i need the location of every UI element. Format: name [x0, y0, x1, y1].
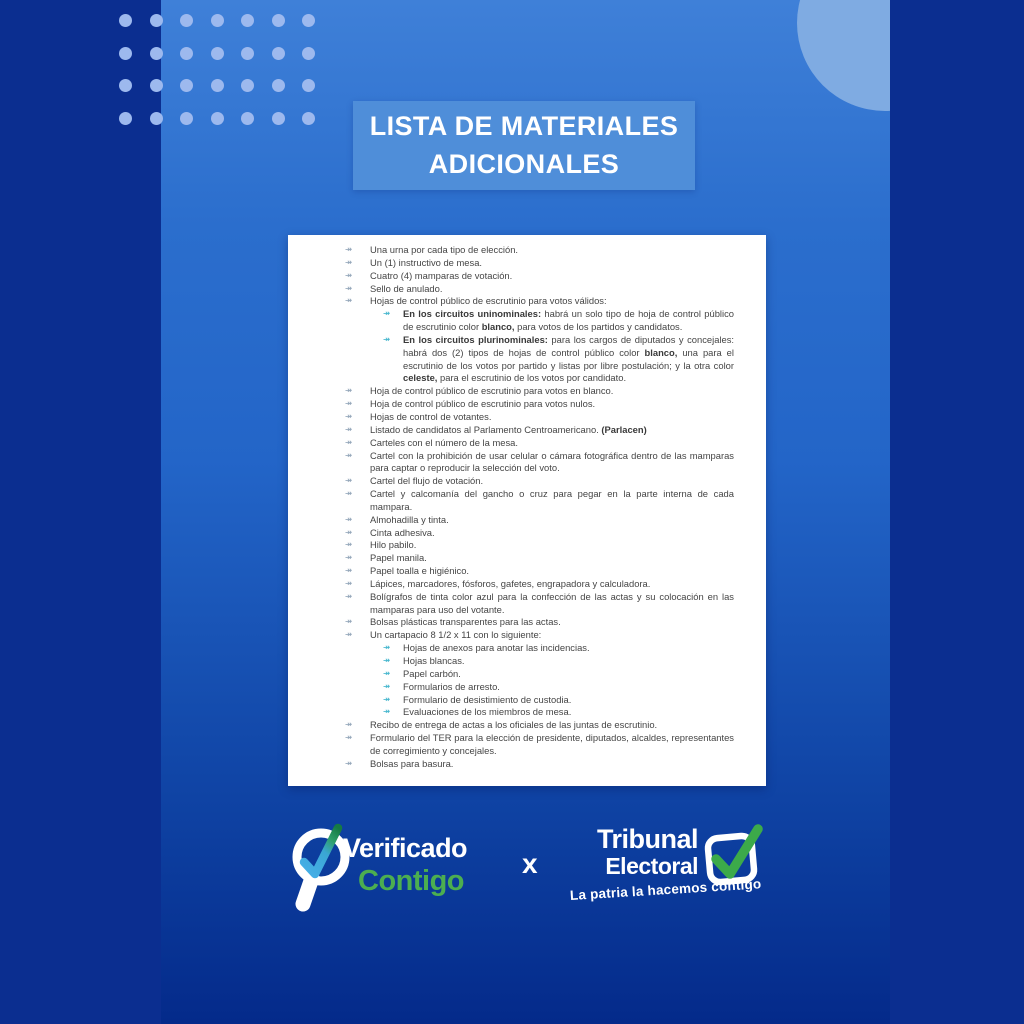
list-item-text: Hojas blancas.: [403, 655, 465, 666]
list-item-text: Papel manila.: [370, 552, 427, 564]
dot: [241, 14, 254, 27]
arrow-bullet-icon: ↠: [345, 566, 353, 577]
arrow-bullet-icon: ↠: [345, 386, 353, 397]
list-item: [288, 642, 734, 655]
list-item-text: En los circuitos uninominales: habrá un solo tipo de hoja de control público de escrutinio color blanco, para votos de los partidos y candidatos.: [403, 308, 734, 333]
list-item-text: En los circuitos plurinominales: para los cargos de diputados y concejales: habrá dos (2) tipos de hojas de control público color blanco, una para el escrutinio de los votos por partido y listas por libre postulación; y la otra color celeste, para el escrutinio de los votos por candidato.: [403, 333, 735, 384]
dot: [272, 79, 285, 92]
list-item: [288, 694, 734, 707]
arrow-bullet-icon: ↠: [345, 630, 353, 641]
dot: [272, 112, 285, 125]
arrow-bullet-icon: ↠: [383, 668, 391, 679]
dot: [180, 112, 193, 125]
tribunal-label: Tribunal: [596, 824, 698, 854]
dot: [302, 14, 315, 27]
tribunal-electoral-logo: [560, 822, 790, 932]
list-item: [288, 668, 734, 681]
contigo-label: Contigo: [358, 865, 465, 897]
list-item: [288, 450, 734, 476]
arrow-bullet-icon: ↠: [345, 540, 353, 551]
electoral-label: Electoral: [605, 853, 698, 879]
arrow-bullet-icon: ↠: [345, 476, 353, 487]
dot: [119, 14, 132, 27]
arrow-bullet-icon: ↠: [345, 424, 353, 435]
arrow-bullet-icon: ↠: [345, 296, 353, 307]
list-item-text: Listado de candidatos al Parlamento Centroamericano. (Parlacen): [370, 423, 647, 435]
list-item: [288, 681, 734, 694]
list-item-text: Hojas de control de votantes.: [370, 410, 492, 422]
arrow-bullet-icon: ↠: [345, 489, 353, 500]
dot: [211, 47, 224, 60]
list-item: [288, 655, 734, 668]
list-item: [288, 244, 734, 257]
list-item-text: Bolígrafos de tinta color azul para la confección de las actas y su colocación en las mamparas para uso del votante.: [370, 590, 734, 615]
arrow-bullet-icon: ↠: [383, 707, 391, 718]
list-item-text: Cartel con la prohibición de usar celular o cámara fotográfica dentro de las mamparas para captar o reproducir la selección del voto.: [370, 449, 734, 474]
materials-list: [288, 244, 734, 771]
dot: [150, 79, 163, 92]
list-item: [288, 514, 734, 527]
collab-x-separator: x: [522, 848, 538, 879]
arrow-bullet-icon: ↠: [345, 553, 353, 564]
list-item: [288, 475, 734, 488]
dot: [211, 79, 224, 92]
dot: [119, 112, 132, 125]
list-item: [288, 488, 734, 514]
list-item: [288, 398, 734, 411]
list-item-text: Cinta adhesiva.: [370, 526, 435, 538]
list-item-text: Hilo pabilo.: [370, 539, 417, 551]
dot: [302, 47, 315, 60]
list-item-text: Formulario del TER para la elección de presidente, diputados, alcaldes, representantes de corregimiento y concejales.: [370, 732, 734, 756]
dot: [241, 79, 254, 92]
list-item-text: Papel carbón.: [403, 667, 461, 679]
list-item: [288, 719, 734, 732]
dot: [150, 47, 163, 60]
arrow-bullet-icon: ↠: [345, 733, 353, 744]
list-item-text: Bolsas para basura.: [370, 757, 454, 769]
arrow-bullet-icon: ↠: [345, 591, 353, 602]
list-item: [288, 527, 734, 540]
arrow-bullet-icon: ↠: [383, 309, 391, 320]
list-item: [288, 578, 734, 591]
footer-logos: [0, 815, 1024, 935]
arrow-bullet-icon: ↠: [345, 245, 353, 255]
materials-document: [288, 235, 766, 786]
list-item-text: Formularios de arresto.: [403, 680, 500, 692]
arrow-bullet-icon: ↠: [345, 578, 353, 589]
dot: [150, 14, 163, 27]
arrow-bullet-icon: ↠: [345, 514, 353, 525]
arrow-bullet-icon: ↠: [345, 257, 353, 268]
arrow-bullet-icon: ↠: [345, 411, 353, 422]
arrow-bullet-icon: ↠: [383, 656, 391, 666]
arrow-bullet-icon: ↠: [383, 643, 391, 654]
arrow-bullet-icon: ↠: [345, 758, 353, 769]
list-item: [288, 591, 734, 617]
list-item: [288, 616, 734, 629]
list-item-text: Lápices, marcadores, fósforos, gafetes, engrapadora y calculadora.: [370, 577, 651, 589]
arrow-bullet-icon: ↠: [345, 399, 353, 410]
dot: [180, 47, 193, 60]
list-item: [288, 539, 734, 552]
dot: [119, 79, 132, 92]
arrow-bullet-icon: ↠: [383, 334, 391, 345]
dot: [211, 112, 224, 125]
dot: [241, 112, 254, 125]
list-item-text: Un (1) instructivo de mesa.: [370, 256, 483, 268]
list-item: [288, 629, 734, 642]
arrow-bullet-icon: ↠: [345, 270, 353, 281]
dot: [150, 112, 163, 125]
list-item: [288, 424, 734, 437]
dot: [180, 79, 193, 92]
dot: [302, 79, 315, 92]
dot: [119, 47, 132, 60]
list-item-text: Formulario de desistimiento de custodia.: [403, 693, 572, 705]
dot: [302, 112, 315, 125]
verificado-label: Verificado: [343, 833, 468, 863]
list-item: [288, 437, 734, 450]
dots-pattern: [119, 14, 315, 125]
dot: [211, 14, 224, 27]
arrow-bullet-icon: ↠: [383, 694, 391, 705]
list-item: [288, 565, 734, 578]
list-item: [288, 758, 734, 771]
list-item-text: Un cartapacio 8 1/2 x 11 con lo siguiente:: [370, 629, 542, 641]
list-item-text: Una urna por cada tipo de elección.: [370, 244, 519, 255]
list-item: [288, 385, 734, 398]
verificado-contigo-logo: [288, 820, 528, 920]
list-item: [288, 295, 734, 308]
list-item-text: Cuatro (4) mamparas de votación.: [370, 269, 513, 281]
list-item-text: Evaluaciones de los miembros de mesa.: [403, 706, 572, 718]
list-item-text: Carteles con el número de la mesa.: [370, 436, 518, 448]
arrow-bullet-icon: ↠: [345, 720, 353, 731]
title-banner: [353, 101, 695, 190]
list-item-text: Papel toalla e higiénico.: [370, 565, 470, 577]
list-item: [288, 257, 734, 270]
arrow-bullet-icon: ↠: [345, 527, 353, 538]
dot: [180, 14, 193, 27]
tribunal-tagline: La patria la hacemos contigo: [569, 876, 762, 903]
list-item: [288, 411, 734, 424]
arrow-bullet-icon: ↠: [345, 437, 353, 448]
list-item: [288, 283, 734, 296]
list-item-text: Hojas de anexos para anotar las incidencias.: [403, 642, 590, 654]
list-item: [288, 270, 734, 283]
arrow-bullet-icon: ↠: [345, 617, 353, 628]
dot: [272, 14, 285, 27]
list-item: [288, 334, 734, 385]
list-item-text: Cartel y calcomanía del gancho o cruz para pegar en la parte interna de cada mampara.: [370, 488, 734, 512]
list-item: [288, 552, 734, 565]
list-item: [288, 308, 734, 334]
list-item-text: Hojas de control público de escrutinio para votos válidos:: [370, 295, 607, 307]
list-item-text: Sello de anulado.: [370, 282, 443, 294]
list-item-text: Almohadilla y tinta.: [370, 513, 449, 525]
list-item-text: Hoja de control público de escrutinio para votos en blanco.: [370, 385, 614, 397]
arrow-bullet-icon: ↠: [345, 450, 353, 461]
page-title: LISTA DE MATERIALES ADICIONALES: [369, 111, 679, 179]
list-item-text: Bolsas plásticas transparentes para las actas.: [370, 616, 561, 628]
arrow-bullet-icon: ↠: [345, 283, 353, 294]
dot: [241, 47, 254, 60]
list-item: [288, 706, 734, 719]
dot: [272, 47, 285, 60]
arrow-bullet-icon: ↠: [383, 681, 391, 692]
list-item-text: Cartel del flujo de votación.: [370, 475, 484, 487]
list-item: [288, 732, 734, 758]
list-item-text: Hoja de control público de escrutinio para votos nulos.: [370, 398, 596, 410]
list-item-text: Recibo de entrega de actas a los oficiales de las juntas de escrutinio.: [370, 719, 658, 731]
